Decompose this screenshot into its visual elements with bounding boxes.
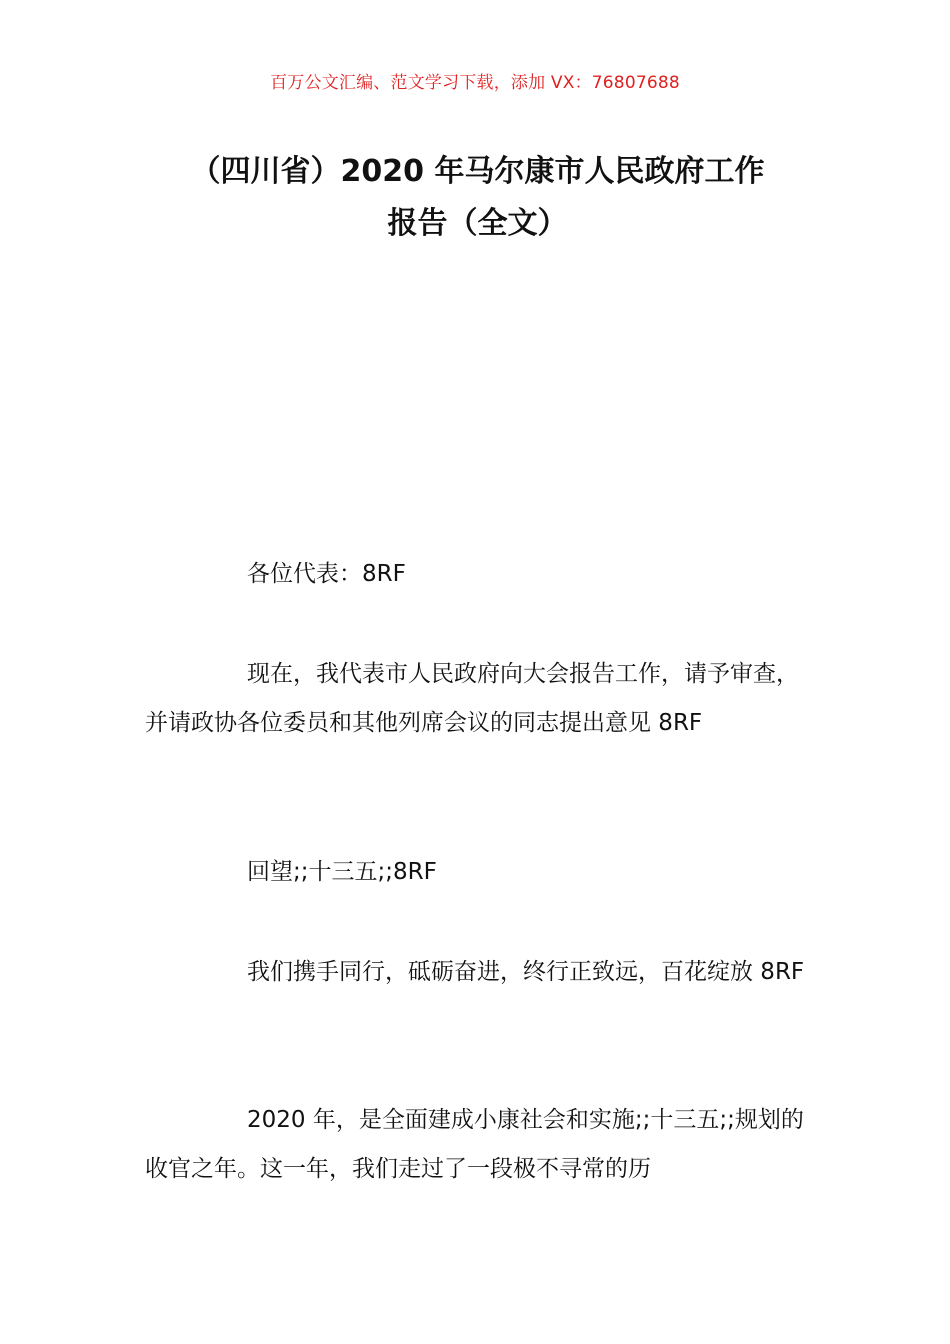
paragraph-text: 回望;;十三五;;8RF (247, 859, 437, 885)
paragraph-intro (145, 650, 810, 748)
paragraph-text: 我们携手同行，砥砺奋进，终行正致远，百花绽放 8RF (247, 959, 805, 985)
title-line-2: 报告（全文） (387, 206, 568, 241)
document-title (145, 146, 810, 250)
title-line-1: （四川省）2020 年马尔康市人民政府工作 (190, 154, 765, 189)
paragraph-2020 (145, 1096, 810, 1194)
paragraph-together (145, 948, 810, 997)
paragraph-salutation (145, 550, 810, 599)
paragraph-text: 2020 年，是全面建成小康社会和实施;;十三五;;规划的收官之年。这一年，我们走过了一段极不寻常的历 (145, 1107, 804, 1182)
header-watermark-note: 百万公文汇编、范文学习下载，添加 VX：76807688 (270, 73, 680, 93)
paragraph-text: 现在，我代表市人民政府向大会报告工作，请予审查，并请政协各位委员和其他列席会议的同志提出意见 8RF (145, 661, 799, 736)
paragraph-text: 各位代表：8RF (247, 561, 406, 587)
paragraph-heading-review (145, 848, 810, 897)
